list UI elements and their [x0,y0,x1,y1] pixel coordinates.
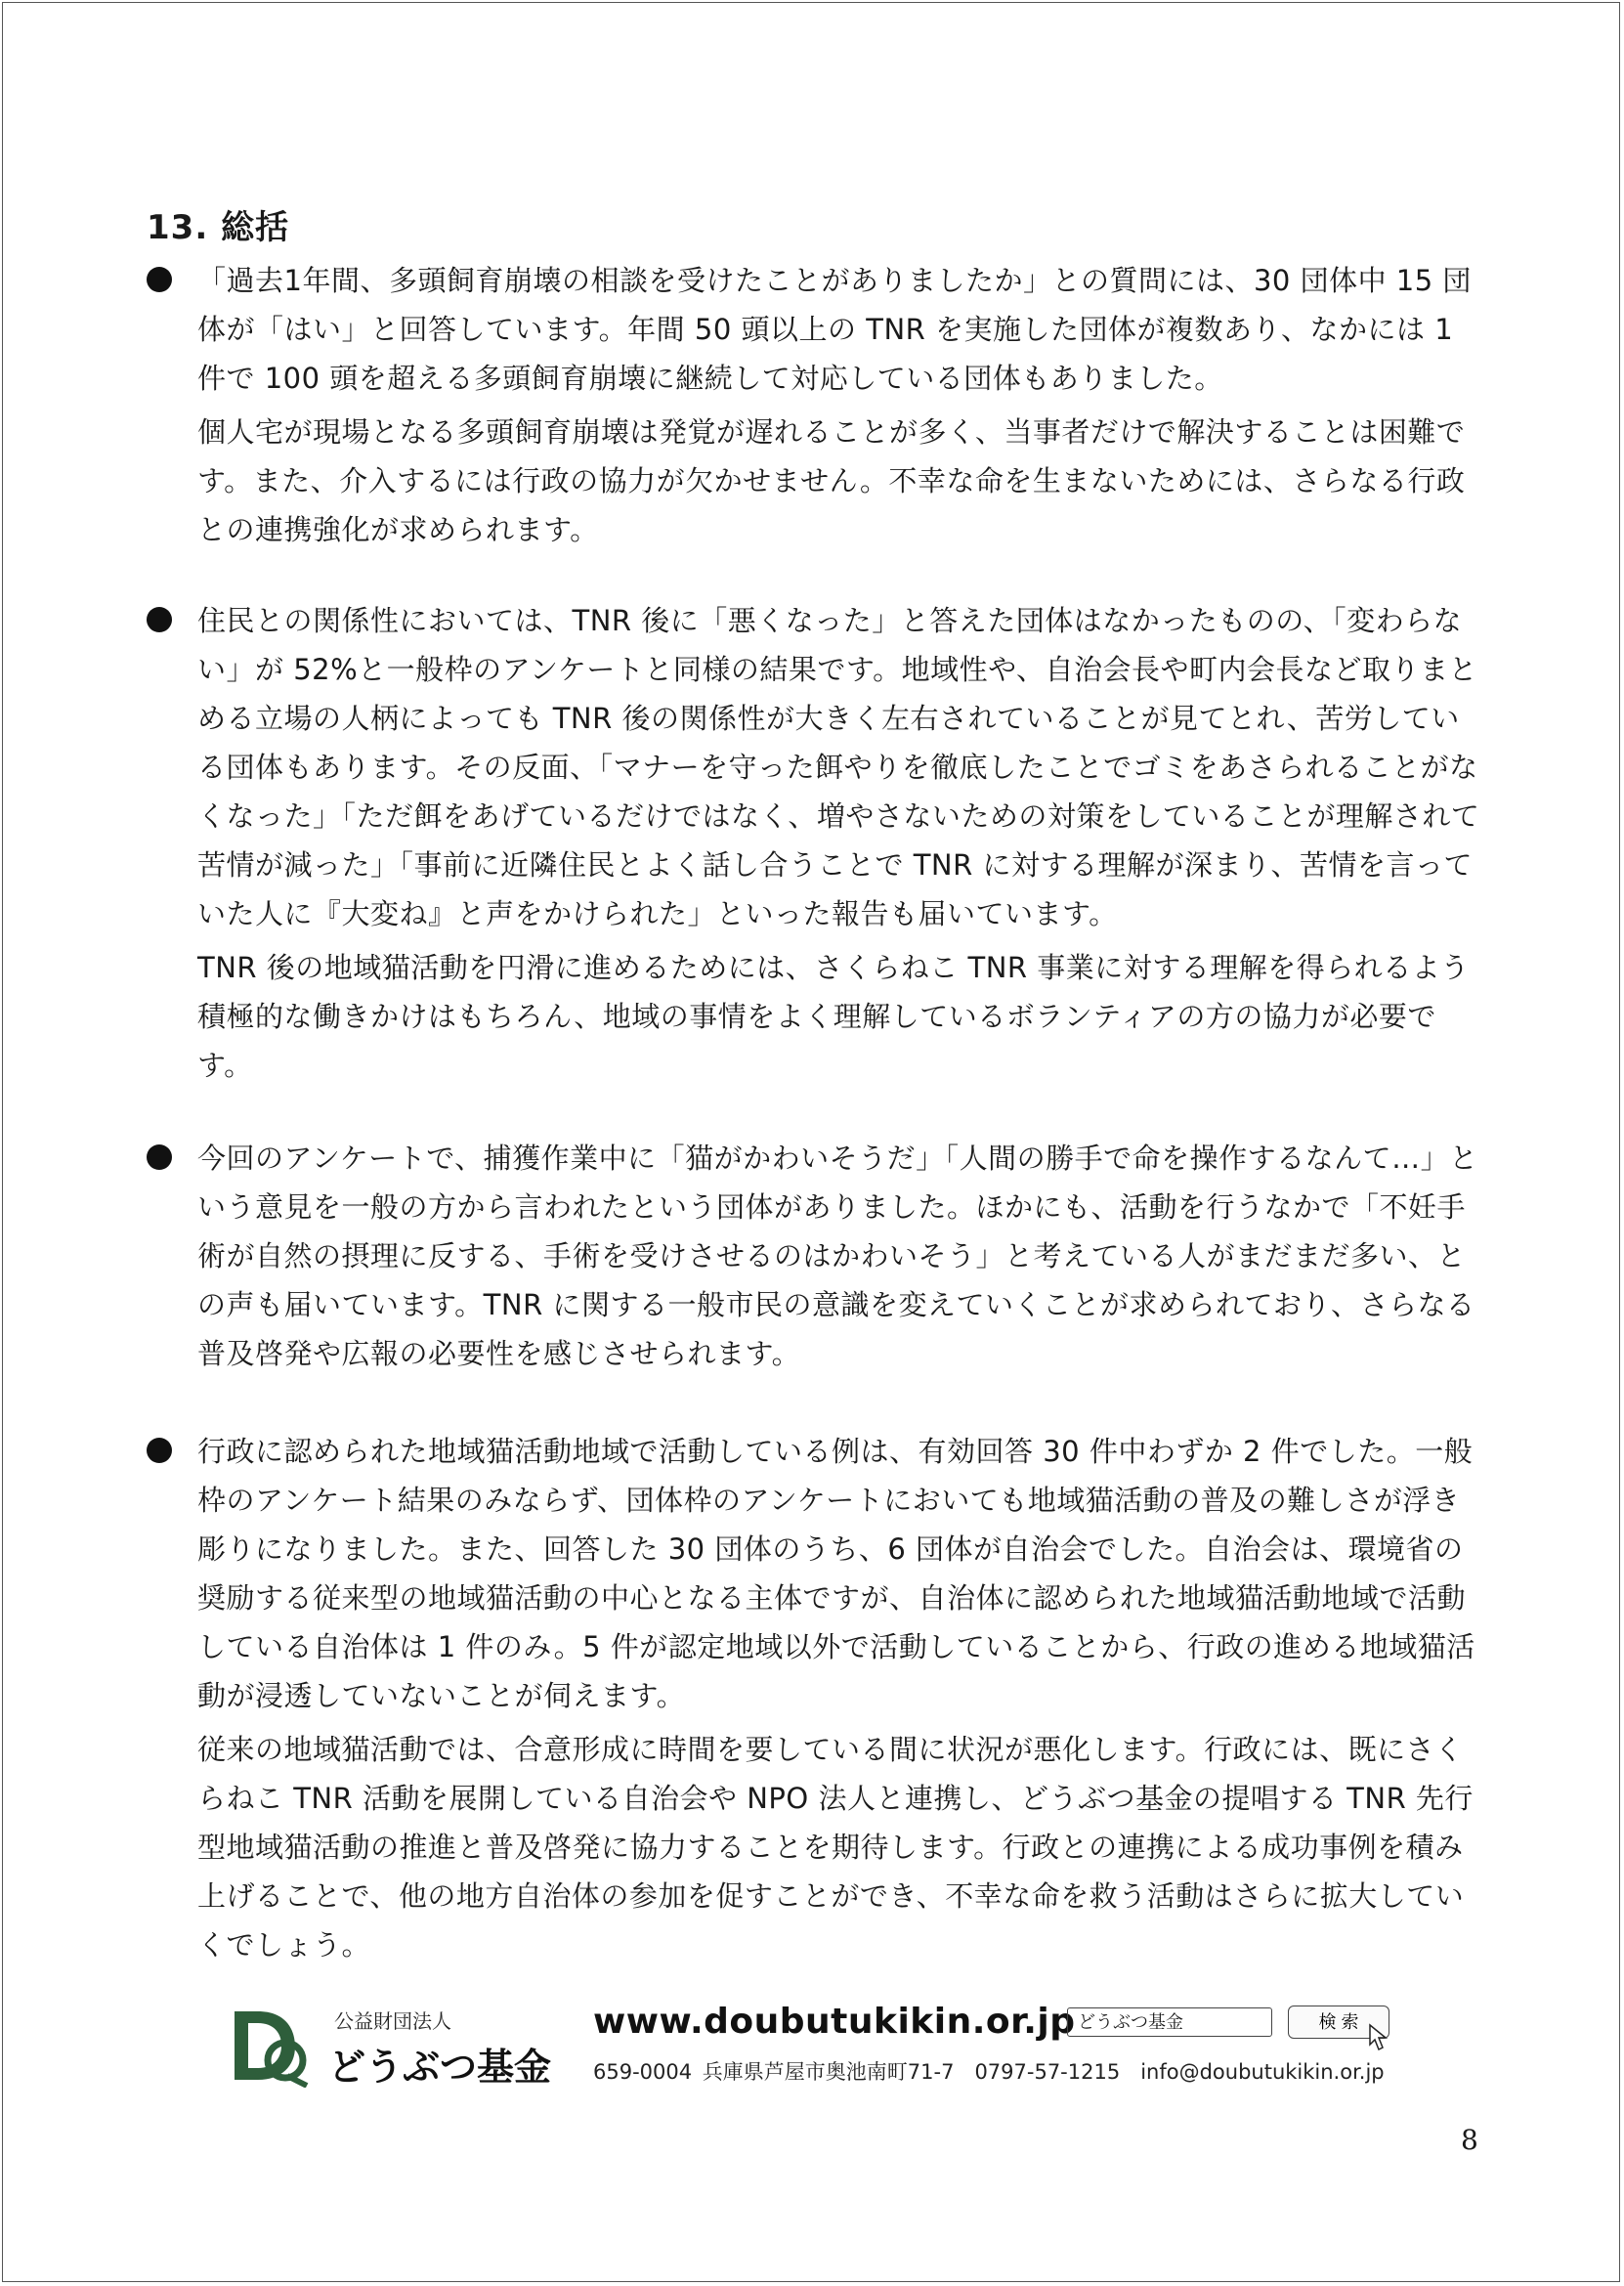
contact-info: 659-0004 兵庫県芦屋市奥池南町71-7 0797-57-1215 info@doubutukikin.or.jp [593,2060,1385,2084]
paragraph: 行政に認められた地域猫活動地域で活動している例は、有効回答 30 件中わずか 2 件でした。一般枠のアンケート結果のみならず、団体枠のアンケートにおいても地域猫活動の普及の難しさが浮き彫りになりました。また、回答した 30 団体のうち、6 団体が自治会でした。自治会は、環境省の奨励する従来型の地域猫活動の中心となる主体ですが、自治体に認められた地域猫活動地域で活動している自治体は 1 件のみ。5 件が認定地域以外で活動していることから、行政の進める地域猫活動が浸透していないことが伺えます。 [197,1435,1475,1712]
section-heading: 13. 総括 [147,208,290,247]
search-input[interactable]: どうぶつ基金 [1067,2007,1272,2037]
paragraph: 「過去1年間、多頭飼育崩壊の相談を受けたことがありましたか」との質問には、30 団体中 15 団体が「はい」と回答しています。年間 50 頭以上の TNR を実施した団体が複数あり、なかには 1 件で 100 頭を超える多頭飼育崩壊に継続して対応している団体もありました。 [197,264,1472,395]
summary-item-3 [147,1134,1485,1378]
org-name: どうぶつ基金 [328,2046,552,2089]
bullet-icon [147,607,172,632]
page-number: 8 [1461,2124,1478,2156]
search-button[interactable]: 検 索 [1288,2006,1389,2039]
bullet-icon [147,267,172,292]
footer-banner [227,1998,1399,2095]
cursor-pointer-icon [1366,2023,1391,2052]
bullet-icon [147,1144,172,1170]
doubutukikin-logo-icon [227,2000,315,2088]
paragraph: 住民との関係性においては、TNR 後に「悪くなった」と答えた団体はなかったものの、「変わらない」が 52%と一般枠のアンケートと同様の結果です。地域性や、自治会長や町内会長など取りまとめる立場の人柄によっても TNR 後の関係性が大きく左右されていることが見てとれ、苦労している団体もあります。その反面、「マナーを守った餌やりを徹底したことでゴミをあさられることがなくなった」「ただ餌をあげているだけではなく、増やさないための対策をしていることが理解されて苦情が減った」「事前に近隣住民とよく話し合うことで TNR に対する理解が深まり、苦情を言っていた人に『大変ね』と声をかけられた」といった報告も届いています。 [197,604,1480,930]
bullet-icon [147,1438,172,1463]
summary-item-2 [147,596,1485,1090]
paragraph: 個人宅が現場となる多頭飼育崩壊は発覚が遅れることが多く、当事者だけで解決することは困難です。また、介入するには行政の協力が欠かせません。不幸な命を生まないためには、さらなる行政との連携強化が求められます。 [197,415,1466,546]
paragraph: TNR 後の地域猫活動を円滑に進めるためには、さくらねこ TNR 事業に対する理解を得られるよう積極的な働きかけはもちろん、地域の事情をよく理解しているボランティアの方の協力が必要です。 [197,951,1470,1082]
summary-item-1 [147,256,1485,554]
website-url[interactable]: www.doubutukikin.or.jp [593,2002,1076,2042]
summary-item-4 [147,1427,1485,1969]
paragraph: 今回のアンケートで、捕獲作業中に「猫がかわいそうだ」「人間の勝手で命を操作するなんて…」という意見を一般の方から言われたという団体がありました。ほかにも、活動を行うなかで「不妊手術が自然の摂理に反する、手術を受けさせるのはかわいそう」と考えている人がまだまだ多い、との声も届いています。TNR に関する一般市民の意識を変えていくことが求められており、さらなる普及啓発や広報の必要性を感じさせられます。 [197,1142,1478,1370]
org-type: 公益財団法人 [334,2009,451,2033]
paragraph: 従来の地域猫活動では、合意形成に時間を要している間に状況が悪化します。行政には、既にさくらねこ TNR 活動を展開している自治会や NPO 法人と連携し、どうぶつ基金の提唱する TNR 先行型地域猫活動の推進と普及啓発に協力することを期待します。行政との連携による成功事例を積み上げることで、他の地方自治体の参加を促すことができ、不幸な命を救う活動はさらに拡大していくでしょう。 [197,1733,1474,1962]
